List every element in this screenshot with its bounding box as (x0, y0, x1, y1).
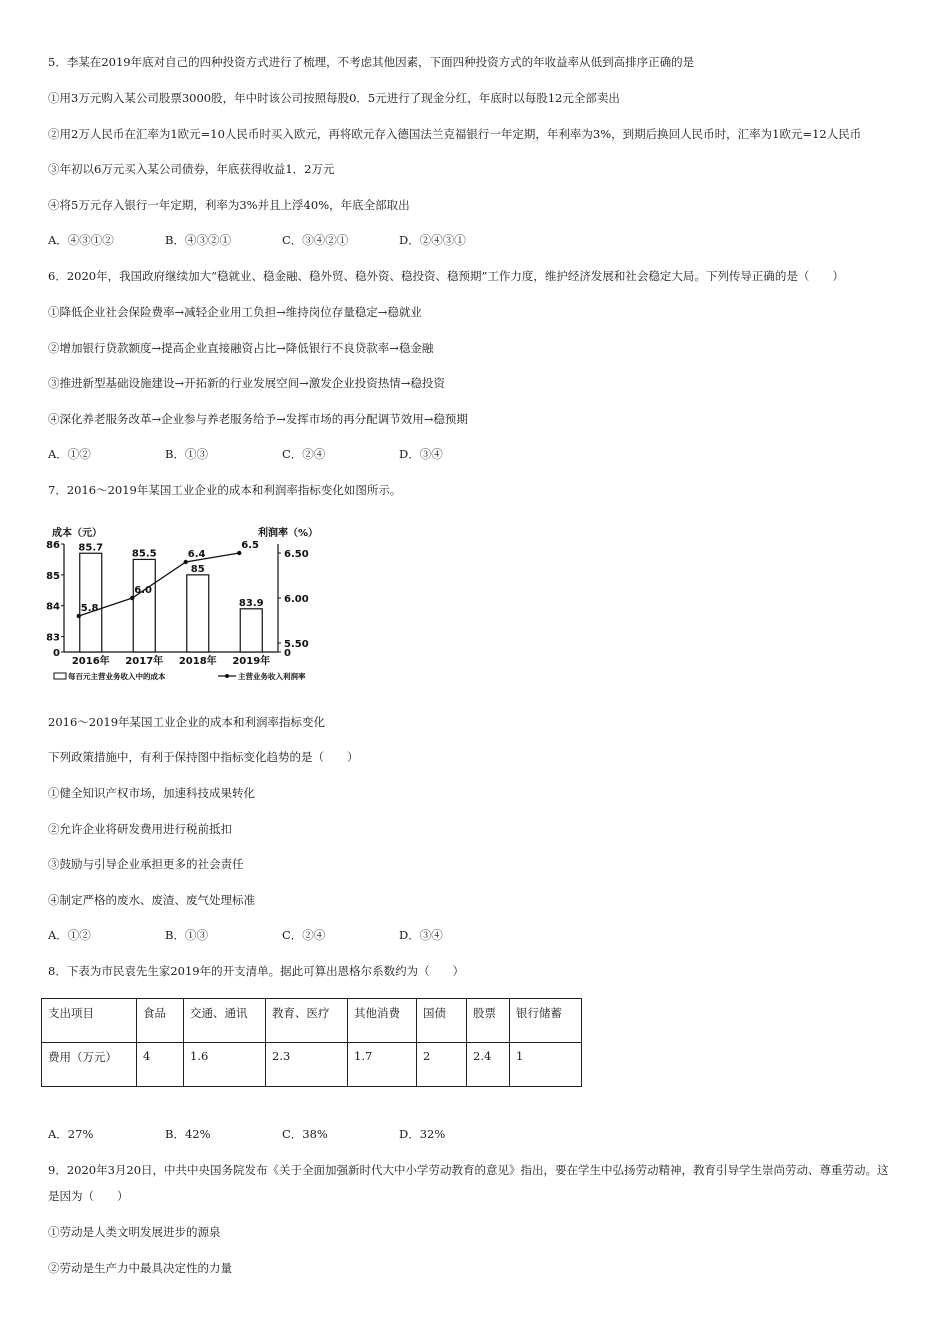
q7-option-a[interactable]: A．①② (48, 928, 91, 942)
y2-tick-label: 6.50 (284, 549, 309, 560)
q5-option-d[interactable]: D．②④③① (399, 233, 466, 247)
profit-rate-point (237, 551, 241, 555)
table-cell: 1.6 (184, 1043, 266, 1087)
legend-bar-label: 每百元主营业务收入中的成本 (68, 672, 166, 681)
table-cell: 4 (137, 1043, 184, 1087)
table-header-cell: 支出项目 (42, 999, 137, 1043)
table-header-cell: 国债 (417, 999, 467, 1043)
table-header-cell: 食品 (137, 999, 184, 1043)
table-header-row (42, 999, 582, 1043)
profit-rate-line (79, 553, 240, 616)
q7-caption: 2016～2019年某国工业企业的成本和利润率指标变化 (48, 715, 326, 729)
q7-question: 下列政策措施中，有利于保持图中指标变化趋势的是（ ） (48, 750, 359, 764)
table-cell: 2.4 (467, 1043, 510, 1087)
q7-option-c[interactable]: C．②④ (282, 928, 326, 942)
table-cell: 2.3 (266, 1043, 348, 1087)
profit-rate-label: 6.0 (134, 585, 152, 596)
legend-line-label: 主营业务收入利润率 (238, 672, 306, 681)
q8-option-d[interactable]: D．32% (399, 1127, 446, 1141)
y-tick-label: 85 (46, 570, 60, 582)
cost-bar-label: 85.7 (78, 542, 104, 554)
y2-tick-label: 5.50 (284, 639, 309, 650)
q5-item-1: ①用3万元购入某公司股票3000股，年中时该公司按照每股0．5元进行了现金分红，年底时以每股12元全部卖出 (48, 91, 620, 105)
legend-bar-swatch (54, 673, 66, 679)
q5-options (48, 231, 516, 249)
profit-rate-point (184, 560, 188, 564)
q6-option-c[interactable]: C．②④ (282, 447, 326, 461)
q6-item-3: ③推进新型基础设施建设→开拓新的行业发展空间→激发企业投资热情→稳投资 (48, 376, 445, 390)
q5-stem: 5．李某在2019年底对自己的四种投资方式进行了梳理，不考虑其他因素，下面四种投资方式的年收益率从低到高排序正确的是 (48, 55, 695, 69)
table-header-cell: 股票 (467, 999, 510, 1043)
q8-stem: 8．下表为市民袁先生家2019年的开支清单。据此可算出恩格尔系数约为（ ） (48, 964, 465, 978)
q5-option-c[interactable]: C．③④②① (282, 233, 349, 247)
q8-option-b[interactable]: B．42% (165, 1127, 211, 1141)
y2-tick-label: 6.00 (284, 594, 309, 605)
q7-option-d[interactable]: D．③④ (399, 928, 443, 942)
q5-item-2: ②用2万人民币在汇率为1欧元=10人民币时买入欧元，再将欧元存入德国法兰克福银行一年定期，年利率为3%，到期后换回人民币时，汇率为1欧元=12人民币 (48, 127, 862, 141)
q9-stem-line-1: 9．2020年3月20日，中共中央国务院发布《关于全面加强新时代大中小学劳动教育的意见》指出，要在学生中弘扬劳动精神，教育引导学生崇尚劳动、尊重劳动。这 (48, 1163, 889, 1177)
x-tick-label: 2018年 (178, 656, 217, 667)
q9-item-2: ②劳动是生产力中最具决定性的力量 (48, 1261, 232, 1275)
q5-option-a[interactable]: A．④③①② (48, 233, 114, 247)
q6-option-a[interactable]: A．①② (48, 447, 91, 461)
y-tick-label: 83 (46, 632, 60, 644)
profit-rate-point (130, 596, 134, 600)
table-header-cell: 其他消费 (348, 999, 417, 1043)
cost-bar (133, 559, 155, 652)
y-tick-label: 0 (53, 648, 60, 659)
x-tick-label: 2016年 (71, 656, 110, 667)
profit-rate-label: 5.8 (80, 603, 99, 614)
q5-item-4: ④将5万元存入银行一年定期，利率为3%并且上浮40%，年底全部取出 (48, 198, 410, 212)
x-tick-label: 2017年 (125, 656, 164, 667)
q7-item-2: ②允许企业将研发费用进行税前抵扣 (48, 822, 232, 836)
q7-item-1: ①健全知识产权市场，加速科技成果转化 (48, 786, 255, 800)
cost-bar-label: 83.9 (238, 597, 264, 609)
legend-line-marker (225, 674, 229, 678)
q6-option-b[interactable]: B．①③ (165, 447, 208, 461)
chart-ylabel: 成本（元） (52, 528, 102, 539)
x-tick-label: 2019年 (232, 656, 271, 667)
q6-item-2: ②增加银行贷款额度→提高企业直接融资占比→降低银行不良贷款率→稳金融 (48, 341, 434, 355)
cost-bar-label: 85.5 (131, 548, 157, 560)
table-header-cell: 教育、医疗 (266, 999, 348, 1043)
q7-item-4: ④制定严格的废水、废渣、废气处理标准 (48, 893, 255, 907)
q8-option-c[interactable]: C．38% (282, 1127, 328, 1141)
q7-option-b[interactable]: B．①③ (165, 928, 208, 942)
q6-options (48, 445, 516, 463)
q5-option-b[interactable]: B．④③②① (165, 233, 231, 247)
table-cell: 1.7 (348, 1043, 417, 1087)
expense-table (41, 998, 582, 1087)
q9-item-1: ①劳动是人类文明发展进步的源泉 (48, 1225, 221, 1239)
cost-profit-chart (40, 522, 340, 688)
table-cell: 1 (510, 1043, 582, 1087)
q9-stem-line-2: 是因为（ ） (48, 1189, 129, 1203)
cost-bar (187, 575, 209, 652)
table-header-cell: 交通、通讯 (184, 999, 266, 1043)
profit-rate-label: 6.4 (187, 549, 206, 560)
q6-stem: 6．2020年，我国政府继续加大“稳就业、稳金融、稳外贸、稳外资、稳投资、稳预期”工作力度，维护经济发展和社会稳定大局。下列传导正确的是（ ） (48, 269, 844, 283)
q8-options (48, 1125, 516, 1143)
cost-bar-label: 85 (190, 563, 205, 575)
chart-y2label: 利润率（%） (258, 528, 319, 539)
q7-options (48, 926, 516, 944)
y-tick-label: 84 (46, 601, 60, 613)
table-row (42, 1043, 582, 1087)
y2-tick-label: 0 (284, 648, 291, 659)
profit-rate-label: 6.5 (241, 540, 259, 551)
q7-stem: 7．2016～2019年某国工业企业的成本和利润率指标变化如图所示。 (48, 483, 402, 497)
q7-item-3: ③鼓励与引导企业承担更多的社会责任 (48, 857, 244, 871)
y-tick-label: 86 (46, 540, 60, 551)
table-header-cell: 银行储蓄 (510, 999, 582, 1043)
q8-option-a[interactable]: A．27% (48, 1127, 94, 1141)
q5-item-3: ③年初以6万元买入某公司债券，年底获得收益1．2万元 (48, 162, 335, 176)
profit-rate-point (77, 614, 81, 618)
q6-option-d[interactable]: D．③④ (399, 447, 443, 461)
table-cell: 2 (417, 1043, 467, 1087)
table-cell: 费用（万元） (42, 1043, 137, 1087)
q6-item-4: ④深化养老服务改革→企业参与养老服务给予→发挥市场的再分配调节效用→稳预期 (48, 412, 468, 426)
q6-item-1: ①降低企业社会保险费率→减轻企业用工负担→维持岗位存量稳定→稳就业 (48, 305, 422, 319)
cost-bar (240, 609, 262, 652)
